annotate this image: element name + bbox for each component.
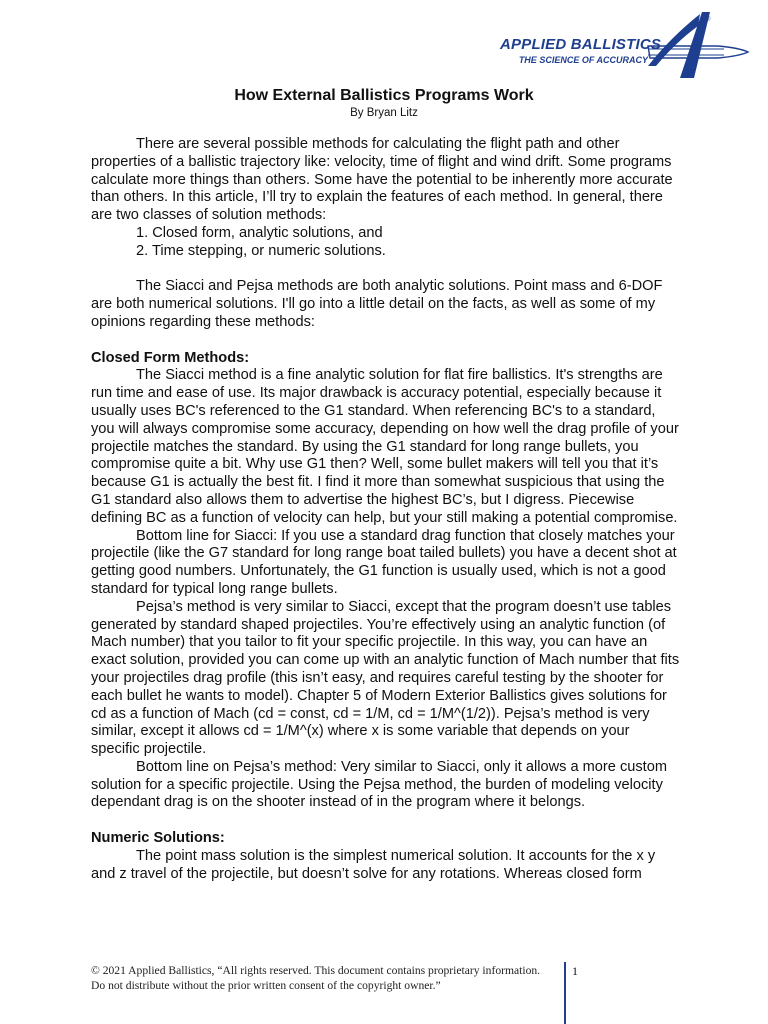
applied-ballistics-a-bullet-logo-icon xyxy=(640,8,750,80)
section-heading-closed-form: Closed Form Methods: xyxy=(91,349,250,366)
page-number: 1 xyxy=(572,964,578,978)
paragraph-methods-overview: The Siacci and Pejsa methods are both analytic solutions. Point mass and 6-DOF are both numerical solutions. I'll go into a little detail on the facts, as well as some of my opinions regarding these methods: xyxy=(91,278,663,330)
footer-copyright: © 2021 Applied Ballistics, “All rights reserved. This document contains proprietary information. Do not distribute without the prior written consent of the copyright owner.” xyxy=(91,964,541,992)
page-title: How External Ballistics Programs Work xyxy=(234,87,534,104)
paragraph-siacci-bottom-line: Bottom line for Siacci: If you use a standard drag function that closely matches your projectile (like the G7 standard for long range boat tailed bullets) you have a decent shot at getting good numbers. Unfortunately, the G1 function is usually used, which is not a good standard for typical long range bullets. xyxy=(91,527,677,597)
footer-divider xyxy=(564,962,566,1024)
article-body xyxy=(91,136,681,883)
paragraph-point-mass: The point mass solution is the simplest numerical solution. It accounts for the x y and z travel of the projectile, but doesn’t solve for any rotations. Whereas closed form xyxy=(91,847,656,882)
list-item: 1. Closed form, analytic solutions, and xyxy=(136,224,383,241)
paragraph-pejsa-bottom-line: Bottom line on Pejsa’s method: Very similar to Siacci, only it allows a more custom solution for a specific projectile. Using the Pejsa method, the burden of modeling velocity dependant drag is on the shooter instead of in the program where it belongs. xyxy=(91,758,667,811)
paragraph-intro: There are several possible methods for calculating the flight path and other properties of a ballistic trajectory like: velocity, time of flight and wind drift. Some programs calculate more things than others. Some have the potential to be inherently more accurate than others. In this article, I’ll try to explain the features of each method. In general, there are two classes of solution methods: xyxy=(91,136,673,224)
svg-text:®: ® xyxy=(706,17,711,23)
logo-text xyxy=(500,36,662,65)
logo-name: APPLIED BALLISTICS xyxy=(500,36,662,53)
paragraph-siacci: The Siacci method is a fine analytic solution for flat fire ballistics. It's strengths are run time and ease of use. Its major drawback is accuracy potential, especially because it usually uses BC's referenced to the G1 standard. When referencing BC's to a standard, you will always compromise some accuracy, depending on how well the drag profile of your projectile matches the standard. By using the G1 standard for long range bullets, you compromise quite a bit. Why use G1 then? Well, some bullet makers will tell you that it’s because G1 is actually the best fit. I find it more than somewhat suspicious that using the G1 standard also allows them to advertise the highest BC’s, but I digress. Piecewise defining BC as a function of velocity can help, but your still making a potential compromise. xyxy=(91,367,679,526)
list-item: 2. Time stepping, or numeric solutions. xyxy=(136,242,386,259)
section-heading-numeric: Numeric Solutions: xyxy=(91,830,225,847)
logo-tagline: THE SCIENCE OF ACCURACY xyxy=(518,55,648,65)
applied-ballistics-logo xyxy=(500,8,750,80)
paragraph-pejsa: Pejsa’s method is very similar to Siacci, except that the program doesn’t use tables generated by standard shaped projectiles. You’re effectively using an analytic function (of Mach number) that you tailor to fit your specific projectile. In this way, you can have an exact solution, provided you can come up with an analytic function of Mach number that fits your projectiles drag profile (this isn’t easy, and requires careful testing by the shooter for each bullet he wants to model). Chapter 5 of Modern Exterior Ballistics gives solutions for cd as a function of Mach (cd = const, cd = 1/M, cd = 1/M^(1/2)). Pejsa’s method is very similar, except it allows cd = 1/M^(x) where x is some variable that depends on your specific projectile. xyxy=(91,598,680,758)
byline: By Bryan Litz xyxy=(350,107,418,119)
